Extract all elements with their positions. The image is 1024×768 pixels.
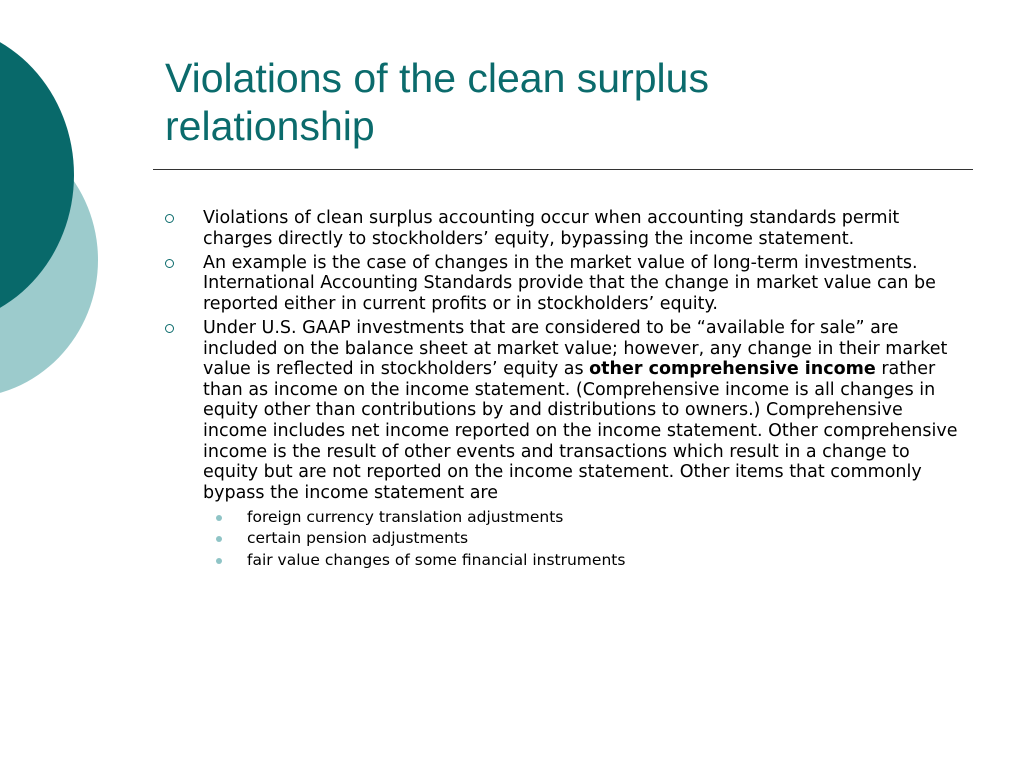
sub-bullet-item	[163, 507, 963, 529]
slide-title-line-1: Violations of the clean surplus	[165, 55, 709, 101]
slide-title-line-2: relationship	[165, 103, 375, 149]
bullet-text: An example is the case of changes in the market value of long-term investments. International Accounting Standards provide that the change in market value can be reported either in current profits or in stockholders’ equity.	[203, 252, 936, 314]
bullet-item	[163, 253, 963, 315]
bullet-text-part-2: rather than as income on the income statement. (Comprehensive income is all changes in equity other than contributions by and distributions to owners.) Comprehensive income includes net income reported on the income statement. Other comprehensive income is the result of other events and transactions which result in a change to equity but are not reported on the income statement. Other items that commonly bypass the income statement are	[203, 359, 958, 503]
bullet-text-part-1: Under U.S. GAAP investments that are considered to be “available for sale” are included on the balance sheet at market value; however, any change in their market value is reflected in stockholders’ equity as	[203, 317, 948, 380]
sub-bullet-text: fair value changes of some financial instruments	[247, 550, 626, 569]
filled-circle-bullet-icon	[216, 515, 222, 521]
sub-bullet-text: certain pension adjustments	[247, 529, 469, 548]
title-divider	[153, 169, 973, 170]
bullet-item	[163, 318, 963, 503]
bullet-item	[163, 208, 963, 249]
hollow-circle-bullet-icon	[165, 324, 174, 333]
sub-bullet-item	[163, 528, 963, 550]
sub-bullet-item	[163, 550, 963, 572]
hollow-circle-bullet-icon	[165, 214, 174, 223]
filled-circle-bullet-icon	[216, 536, 222, 542]
bold-term: other comprehensive income	[589, 359, 876, 380]
hollow-circle-bullet-icon	[165, 259, 174, 268]
slide-body	[163, 208, 963, 571]
sub-bullet-text: foreign currency translation adjustments	[247, 507, 564, 526]
bullet-text: Violations of clean surplus accounting occur when accounting standards permit charges directly to stockholders’ equity, bypassing the income statement.	[203, 208, 900, 249]
slide-title	[165, 54, 965, 150]
filled-circle-bullet-icon	[216, 558, 222, 564]
